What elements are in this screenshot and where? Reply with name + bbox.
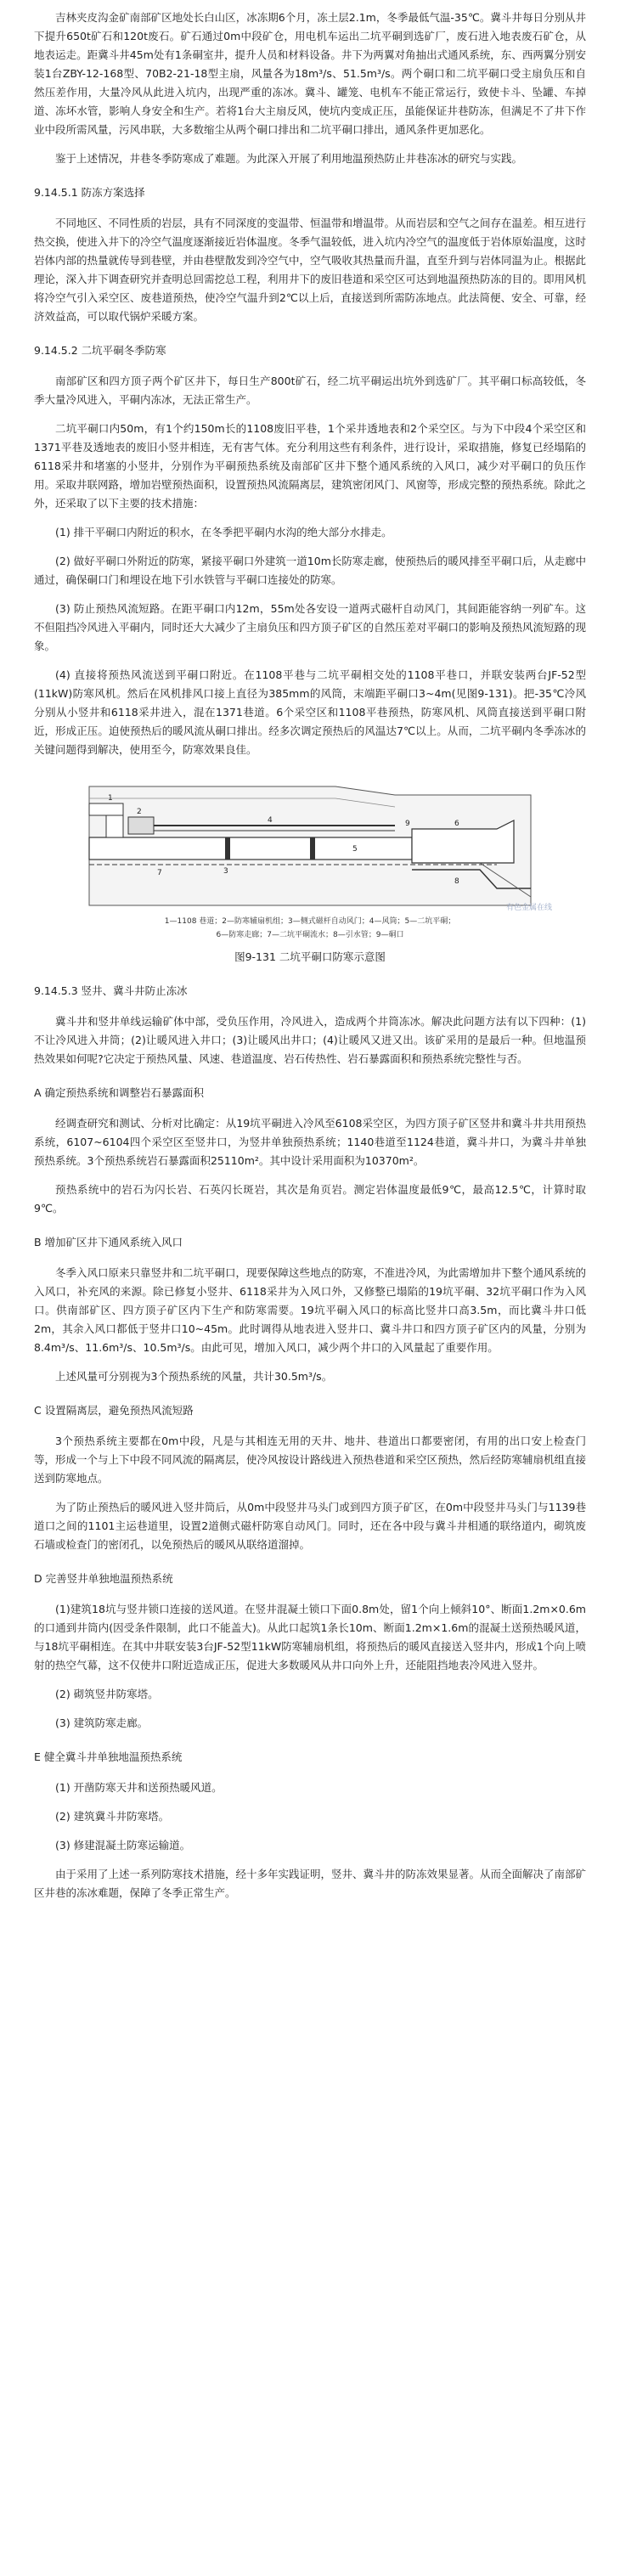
subheading-c: C 设置隔离层，避免预热风流短路 — [34, 1404, 194, 1417]
section-d-item-2: (2) 砌筑竖井防寒塔。 — [55, 1688, 159, 1700]
section-b-paragraph-2: 上述风量可分别视为3个预热系统的风量，共计30.5m³/s。 — [55, 1370, 333, 1383]
section-2-paragraph-a: 南部矿区和四方顶子两个矿区井下，每日生产800t矿石，经二坑平硐运出坑外到选矿厂。其平硐口标高较低，冬季大量冷风进入，平硐内冻冰，无法正常生产。 — [34, 375, 586, 406]
section-2-item-3: (3) 防止预热风流短路。在距平硐口内12m，55m处各安设一道两式磁杆自动风门，其间距能容纳一列矿车。这不但阻挡冷风进入平硐内，同时还大大减少了主扇负压和四方顶子矿区的自然压差对平硐口的影响及预热风流短路的现象。 — [34, 602, 587, 652]
section-heading-2: 9.14.5.2 二坑平硐冬季防寒 — [34, 344, 166, 357]
section-heading-1: 9.14.5.1 防冻方案选择 — [34, 186, 145, 199]
label-6: 6 — [454, 820, 459, 828]
section-d-item-3: (3) 建筑防寒走廊。 — [55, 1716, 149, 1729]
subheading-b: B 增加矿区井下通风系统入风口 — [34, 1236, 183, 1249]
label-7: 7 — [157, 869, 162, 877]
section-c-paragraph-1: 3个预热系统主要都在0m中段，凡是与其相连无用的天井、地井、巷道出口都要密闭，有用的出口安上检查门等，形成一个与上下中段不同风流的隔离层，使冷风按设计路线进入预热巷道和采空区预热，然后经防寒辅扇机组直接送到防寒地点。 — [34, 1435, 587, 1485]
figure-9-131 — [34, 769, 586, 941]
subheading-d: D 完善竖井单独地温预热系统 — [34, 1572, 173, 1585]
conclusion-paragraph: 由于采用了上述一系列防寒技术措施，经十多年实践证明，竖井、冀斗井的防冻效果显著。从而全面解决了南部矿区井巷的冻冰难题，保障了冬季正常生产。 — [34, 1868, 587, 1899]
figure-legend-1: 1—1108 巷道；2—防寒辅扇机组；3—侧式磁杆自动风门；4—风筒；5—二坑平硐； — [164, 917, 456, 926]
section-3-paragraph: 冀斗井和竖井单线运输矿体中部，受负压作用，冷风进入，造成两个井筒冻冰。解决此问题方法有以下四种：(1)不让冷风进入井筒；(2)让暖风进入井口；(3)让暖风出井口；(4)让暖风又进又出。该矿采用的是最后一种。但地温预热效果如何呢?它决定于预热风量、风速、巷道温度、岩石传热性、岩石暴露面积和预热系统完整性与否。 — [34, 1015, 586, 1065]
section-d-item-1: (1)建筑18坑与竖井锁口连接的送风道。在竖井混凝土锁口下面0.8m处，留1个向上倾斜10°、断面1.2m×0.6m的口通到井筒内(因受条件限制，此口不能盖大)。从此口起筑1条长10m、断面1.2m×1.6m的混凝土送预热暖风道，与18坑平硐相连。在其中井联安装3台JF-52型11kW防寒辅扇机组，将预热后的暖风直接送入竖井内，形成1个向上喷射的热空气幕，这不仅使井口附近造成正压，促进大多数暖风从井口向外上升，还能阻挡地表冷风进入竖井。 — [34, 1603, 586, 1671]
label-8: 8 — [454, 877, 459, 886]
intro-paragraph-2: 鉴于上述情况，井巷冬季防寒成了难题。为此深入开展了利用地温预热防止井巷冻冰的研究与实践。 — [55, 152, 523, 165]
label-5: 5 — [352, 845, 358, 854]
subheading-e: E 健全冀斗井单独地温预热系统 — [34, 1750, 183, 1763]
figure-legend-2: 6—防寒走廊；7—二坑平硐流水；8—引水管；9—硐口 — [216, 931, 404, 939]
section-e-item-3: (3) 修建混凝土防寒运输道。 — [55, 1839, 191, 1852]
section-2-item-4: (4) 直接将预热风流送到平硐口附近。在1108平巷与二坑平硐相交处的1108平巷口，并联安装两台JF-52型(11kW)防寒风机。然后在风机排风口接上直径为385mm的风筒，末端距平硐口3~4m(见图9-131)。把-35℃冷风分别从小竖井和6118采井进入，混在1371巷道。6个采空区和1108平巷预热，防寒风机、风筒直接送到平硐口附近，形成正压。迫使预热后的暖风流从硐口排出。经多次调定预热后的风温达7℃以上。从而，二坑平硐内冬季冻冰的关键问题得到解决，使用至今，防寒效果良佳。 — [34, 668, 586, 756]
section-a-paragraph-2: 预热系统中的岩石为闪长岩、石英闪长斑岩，其次是角页岩。测定岩体温度最低9℃，最高12.5℃，计算时取9℃。 — [34, 1183, 586, 1215]
section-b-paragraph-1: 冬季入风口原来只靠竖井和二坑平硐口，现要保障这些地点的防寒，不准进冷风，为此需增加井下整个通风系统的入风口，补充风的来源。除已修复小竖井、6118采井为入风口外，又修整已塌陷的19坑平硐、32坑平硐口作为入风口。供南部矿区、四方顶子矿区内下生产和防寒需要。19坑平硐入风口的标高比竖井口高3.5m，而比冀斗井口低2m，其余入风口都低于竖井口10~45m。此时调得从地表进入竖井口、冀斗井口和四方顶子矿区内的风量，分别为8.4m³/s、11.6m³/s、10.5m³/s。由此可见，增加入风口，减少两个井口的入风量起了重要作用。 — [34, 1266, 587, 1354]
label-4: 4 — [268, 816, 273, 825]
section-heading-3: 9.14.5.3 竖井、冀斗井防止冻冰 — [34, 984, 188, 997]
label-2: 2 — [137, 808, 142, 816]
intro-paragraph-1: 吉林夹皮沟金矿南部矿区地处长白山区，冰冻期6个月，冻土层2.1m，冬季最低气温-35℃。冀斗井每日分别从井下提升650t矿石和120t废石。矿石通过0m中段矿仓，用电机车运出二坑平硐到选矿厂，废石进入地表废石矿仓，从地表运走。距冀斗井45m处有1条硐室井，提升人员和材料设备。井下为两翼对角抽出式通风系统，东、西两翼分别安装1台ZBY-12-168型、70B2-21-18型主扇，风量各为18m³/s、51.5m³/s。两个硐口和二坑平硐口受主扇负压和自然压差作用，大量冷风从此进入坑内，出现严重的冻冰。冀斗、罐笼、电机车不能正常运行，致使卡斗、坠罐、车掉道、冻坏水管，影响人身安全和生产。若将1台大主扇反风，使坑内变成正压，虽能保证井巷防冻，但满足不了井下作业中段所需风量，污风串联，大多数缩尘从两个硐口排出和二坑平硐口排出，通风条件更加恶化。 — [34, 11, 586, 136]
section-2-item-2: (2) 做好平硐口外附近的防寒，紧接平硐口外建筑一道10m长防寒走廊，使预热后的暖风排至平硐口后，从走廊中通过，确保硐口门和埋设在地下引水铁管与平硐口连接处的防寒。 — [34, 555, 586, 586]
section-1-paragraph: 不同地区、不同性质的岩层，具有不同深度的变温带、恒温带和增温带。从而岩层和空气之间存在温差。相互进行热交换，使进入井下的冷空气温度逐渐接近岩体温度。冬季气温较低，进入坑内冷空气的温度低于岩体原始温度，这时岩体内部的热量就传导到巷壁，并由巷壁散发到冷空气中，空气吸收其热量而升温，直至升到与岩体同温为止。根据此理论，深入井下调查研究并查明总回需挖总工程，利用井下的废旧巷道和采空区可达到地温预热防冻的目的。即用风机将冷空气引入采空区、废巷道预热，使冷空气温升到2℃以上后，直接送到所需防冻地点。此法简便、安全、可靠，经济效益高，可以取代锅炉采暖方案。 — [34, 217, 587, 323]
pingdong-diagram — [55, 769, 565, 914]
section-e-item-2: (2) 建筑冀斗井防寒塔。 — [55, 1810, 170, 1823]
section-2-paragraph-b: 二坑平硐口内50m，有1个约150m长的1108废旧平巷，1个采井透地表和2个采空区。与为下中段4个采空区和1371平巷及透地表的废旧小竖井相连，无有害气体。充分利用这些有利条件，进行设计，采取措施，修复已经塌陷的6118采井和堵塞的小竖井，分别作为平硐预热系统及南部矿区井下整个通风系统的入风口，减少对平硐口的负压作用。采取井联网路，增加岩壁预热面积，设置预热风流隔离层，建筑密闭风门、风窗等，形成完整的预热系统。除此之外，还采取了以下主要的技术措施： — [34, 422, 587, 510]
section-e-item-1: (1) 开凿防寒天井和送预热暖风道。 — [55, 1781, 223, 1794]
label-3: 3 — [223, 867, 228, 876]
watermark: 有色金属在线 — [505, 904, 552, 912]
section-2-item-1: (1) 排干平硐口内附近的积水，在冬季把平硐内水沟的绝大部分水排走。 — [55, 526, 392, 538]
label-9: 9 — [405, 820, 410, 828]
figure-caption: 图9-131 二坑平硐口防寒示意图 — [234, 950, 386, 963]
label-1: 1 — [108, 794, 113, 803]
section-a-paragraph-1: 经调查研究和测试、分析对比确定：从19坑平硐进入冷风至6108采空区，为四方顶子矿区竖井和冀斗井共用预热系统，6107~6104四个采空区至竖井口，为竖井单独预热系统；1140巷道至1124巷道，冀斗井口，为冀斗井单独预热系统。3个预热系统岩石暴露面积25110m²。其中设计采用面积为10370m²。 — [34, 1117, 586, 1167]
section-c-paragraph-2: 为了防止预热后的暖风进入竖井筒后，从0m中段竖井马头门或到四方顶子矿区，在0m中段竖井马头门与1139巷道口之间的1101主运巷道里，设置2道侧式磁杆防寒自动风门。同时，还在各中段与冀斗井相通的联络道内，砌筑废石墙或检查门的密闭孔，以免预热后的暖风从联络道溜掉。 — [34, 1501, 586, 1551]
subheading-a: A 确定预热系统和调整岩石暴露面积 — [34, 1086, 205, 1099]
